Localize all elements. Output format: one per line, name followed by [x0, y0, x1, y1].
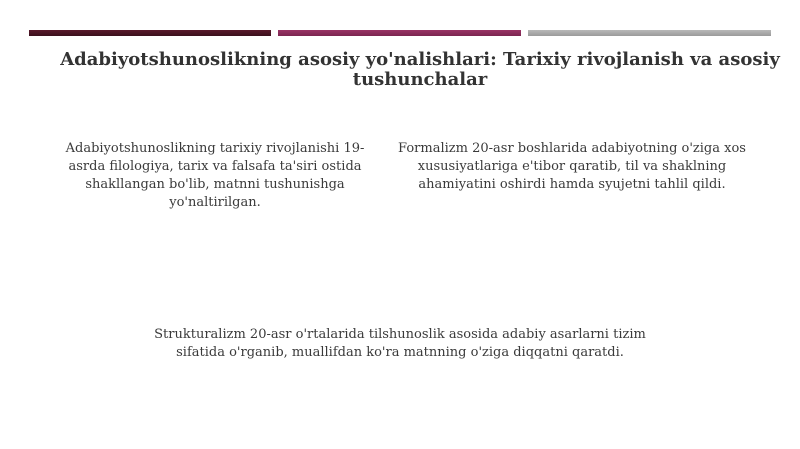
- accent-bar-dark-red: [29, 30, 271, 36]
- accent-bar-gray: [528, 30, 771, 36]
- paragraph-history: Adabiyotshunoslikning tarixiy rivojlanishi 19-asrda filologiya, tarix va falsafa ta'siri ostida shakllangan bo'lib, matnni tushunishga yo'naltirilgan.: [65, 141, 365, 210]
- paragraph-structuralism: Strukturalizm 20-asr o'rtalarida tilshunoslik asosida adabiy asarlarni tizim sifatida o'rganib, muallifdan ko'ra matnning o'ziga diqqatni qaratdi.: [154, 327, 646, 360]
- accent-bar-magenta: [278, 30, 521, 36]
- slide-title: Adabiyotshunoslikning asosiy yo'nalishlari: Tarixiy rivojlanish va asosiy tushunchalar: [60, 49, 780, 90]
- paragraph-formalism: Formalizm 20-asr boshlarida adabiyotning o'ziga xos xususiyatlariga e'tibor qaratib, til va shaklning ahamiyatini oshirdi hamda syujetni tahlil qildi.: [398, 141, 746, 192]
